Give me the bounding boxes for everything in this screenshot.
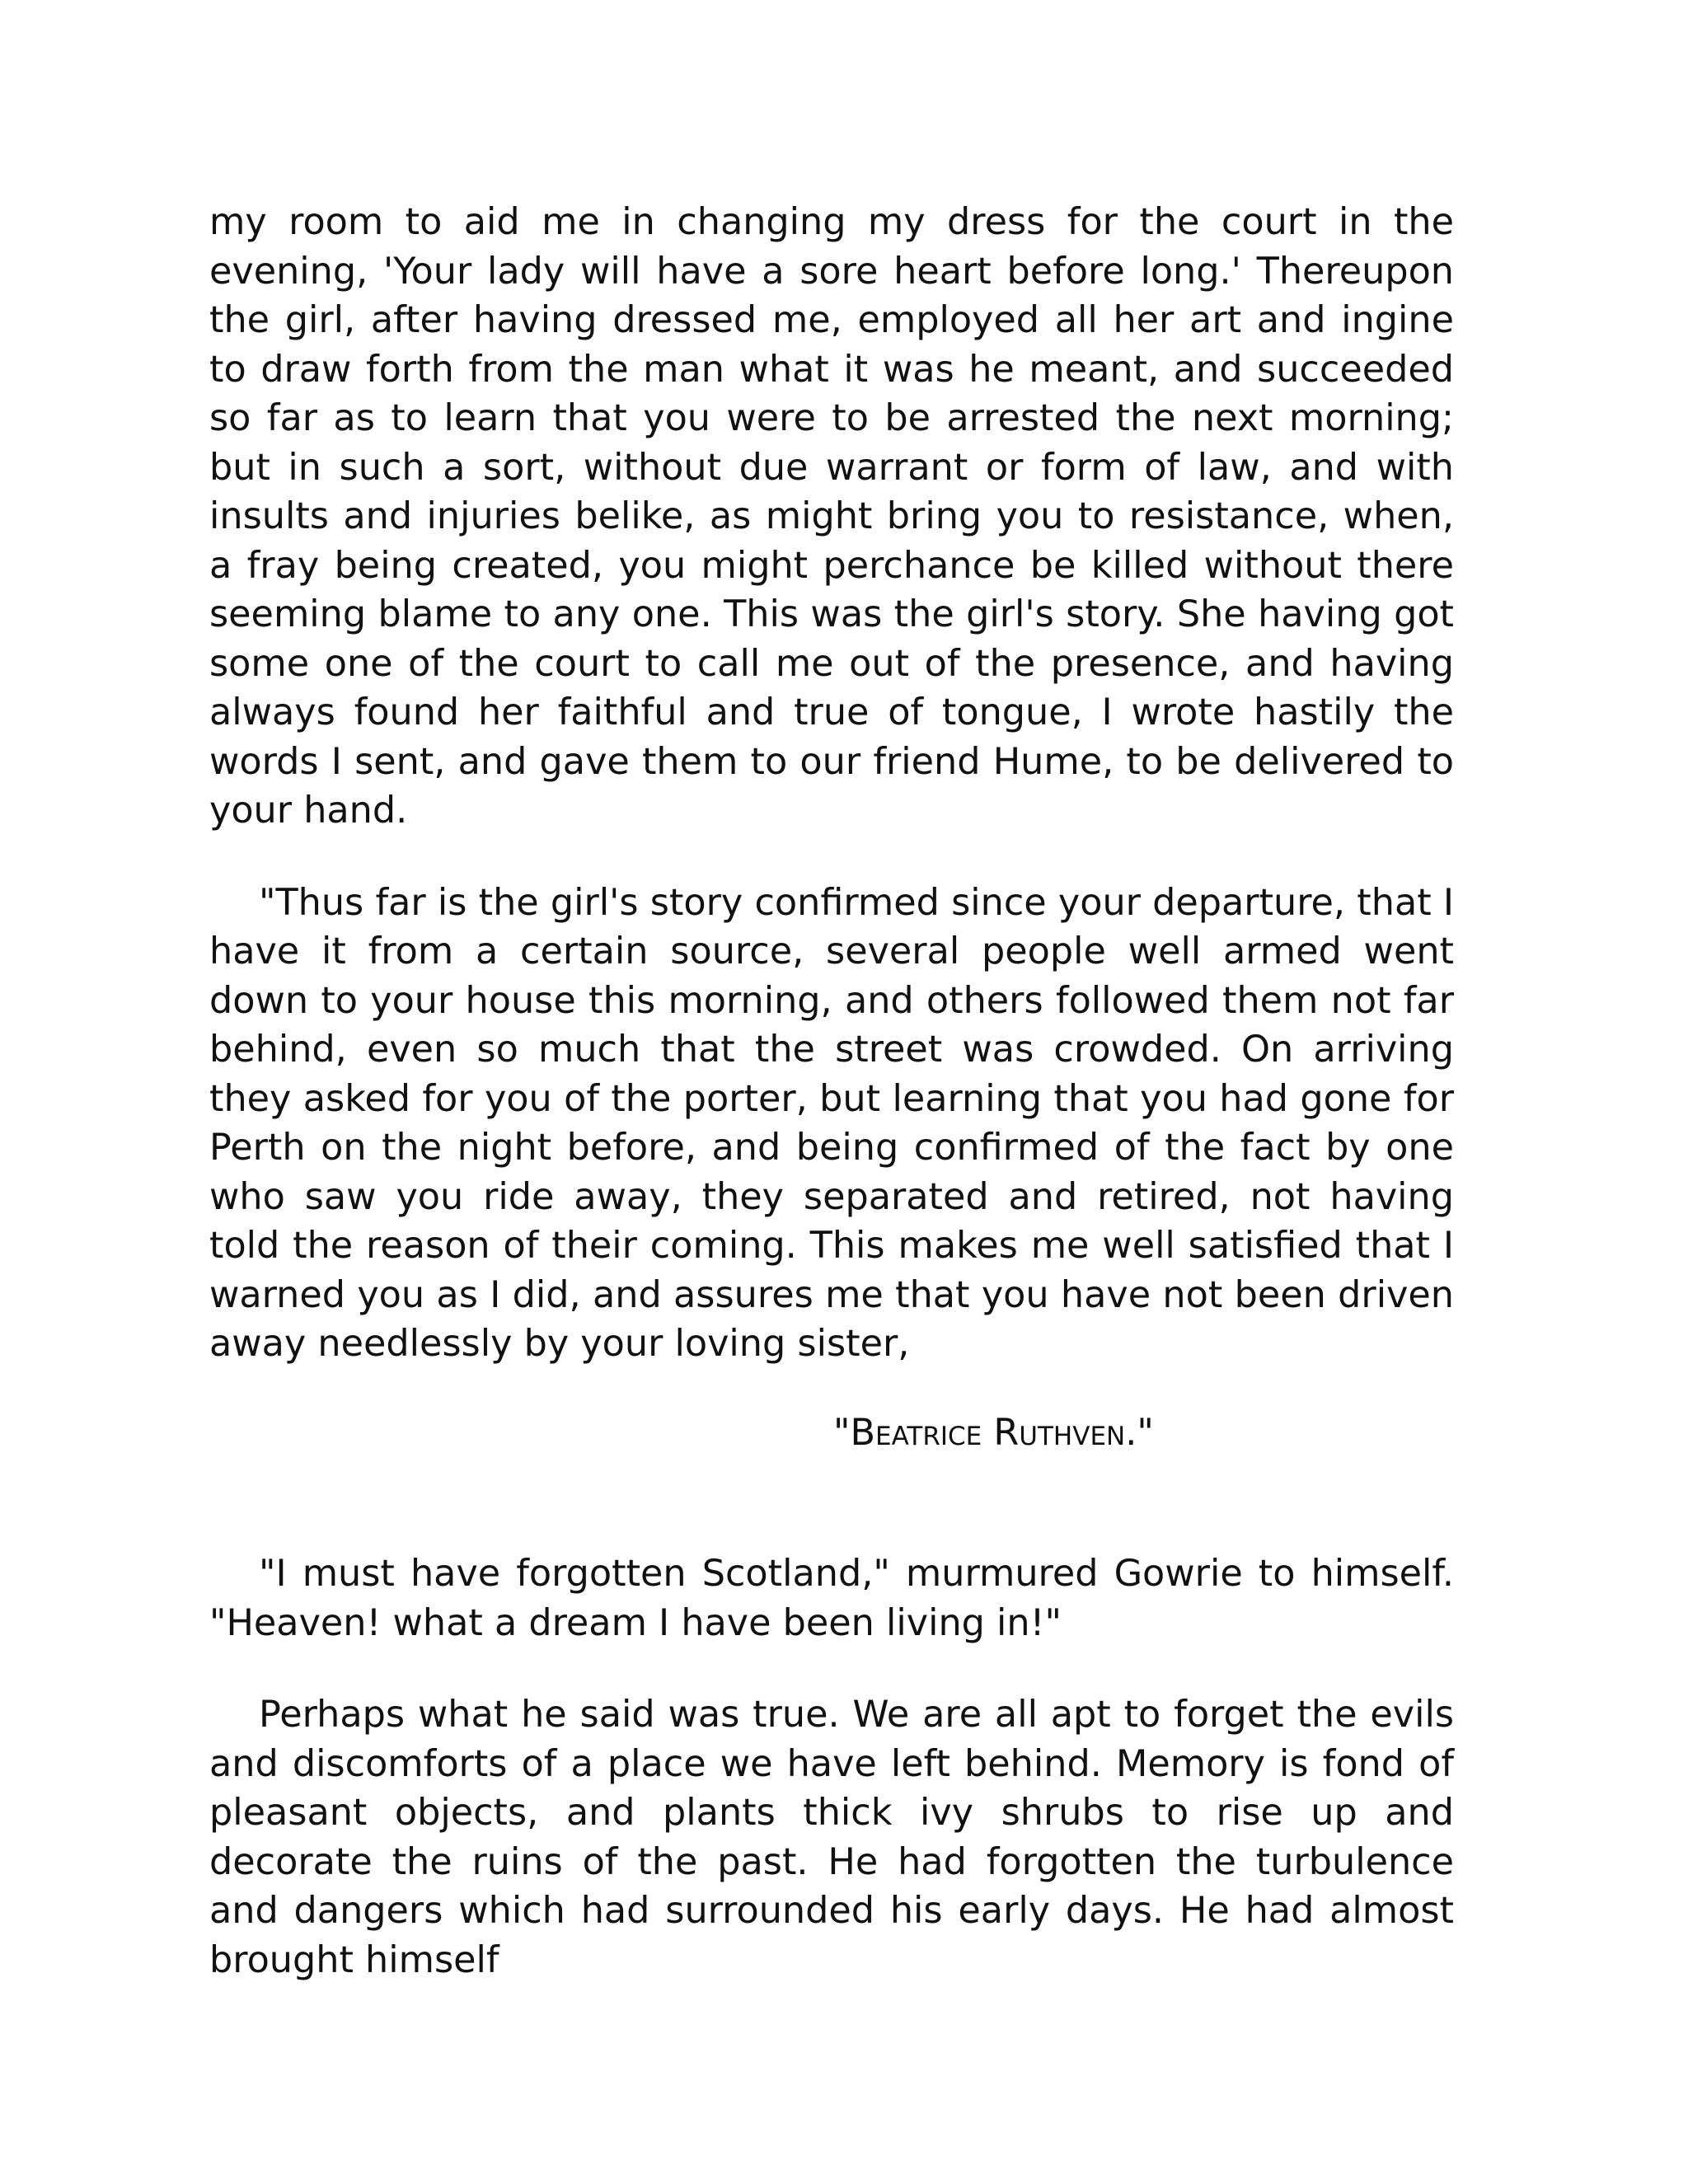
paragraph-letter-confirmation: "Thus far is the girl's story confirmed since your departure, that I have it from a certain source, several people well armed went down to your house this morning, and others followed them not far behind, even so much that the street was crowded. On arriving they asked for you of the porter, but learning that you had gone for Perth on the night before, and being confirmed of the fact by one who saw you ride away, they separated and retired, not having told the reason of their coming. This makes me well satisfied that I warned you as I did, and assures me that you have not been driven away needlessly by your loving sister, xyxy=(209,881,1454,1365)
paragraph-narration: Perhaps what he said was true. We are all apt to forget the evils and discomforts of a place we have left behind. Memory is fond of pleasant objects, and plants thick ivy shrubs to rise up and decorate the ruins of the past. He had forgotten the turbulence and dangers which had surrounded his early days. He had almost brought himself xyxy=(209,1694,1454,1981)
letter-signature: "Beatrice Ruthven." xyxy=(833,1411,1154,1454)
book-page xyxy=(209,198,1454,1985)
section-gap xyxy=(209,1457,1454,1549)
paragraph-gowrie-murmur: "I must have forgotten Scotland," murmured Gowrie to himself. "Heaven! what a dream I have been living in!" xyxy=(209,1553,1454,1644)
paragraph-letter-continuation: my room to aid me in changing my dress for the court in the evening, 'Your lady will have a sore heart before long.' Thereupon the girl, after having dressed me, employed all her art and ingine to draw forth from the man what it was he meant, and succeeded so far as to learn that you were to be arrested the next morning; but in such a sort, without due warrant or form of law, and with insults and injuries belike, as might bring you to resistance, when, a fray being created, you might perchance be killed without there seeming blame to any one. This was the girl's story. She having got some one of the court to call me out of the presence, and having always found her faithful and true of tongue, I wrote hastily the words I sent, and gave them to our friend Hume, to be delivered to your hand. xyxy=(209,201,1454,832)
